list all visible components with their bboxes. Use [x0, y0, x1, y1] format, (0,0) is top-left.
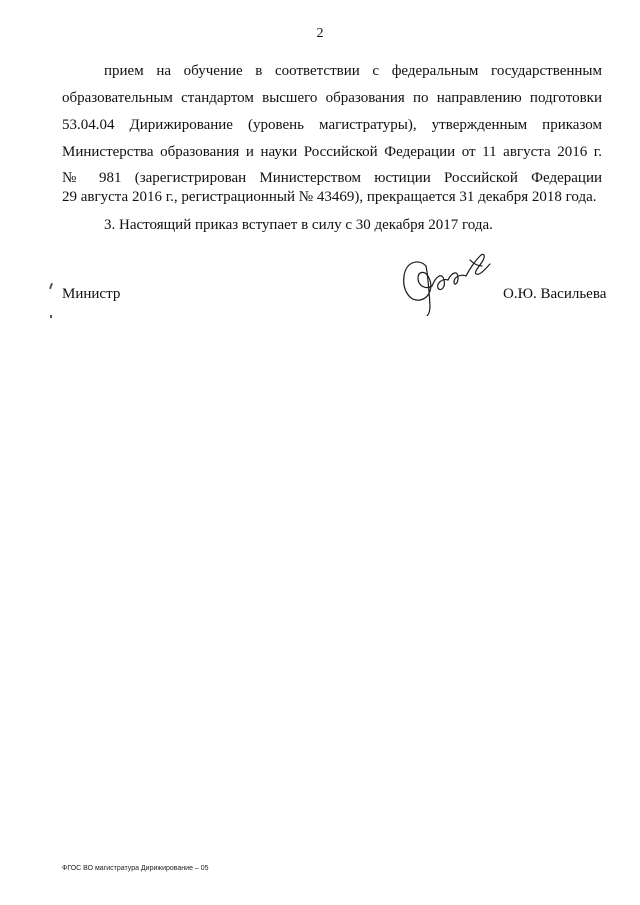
- margin-mark: [49, 283, 53, 289]
- paragraph-line: 53.04.04 Дирижирование (уровень магистратуры), утвержденным приказом: [62, 117, 602, 133]
- paragraph-line: Министерства образования и науки Российской Федерации от 11 августа 2016 г.: [62, 144, 602, 160]
- page-number: 2: [316, 26, 324, 41]
- signatory-name: О.Ю. Васильева: [503, 286, 607, 302]
- handwritten-signature: [396, 246, 496, 316]
- margin-mark: [50, 315, 52, 318]
- paragraph-line: образовательным стандартом высшего образования по направлению подготовки: [62, 90, 602, 106]
- paragraph-line: прием на обучение в соответствии с федеральным государственным: [104, 63, 602, 79]
- effective-date-paragraph: 3. Настоящий приказ вступает в силу с 30 декабря 2017 года.: [104, 217, 493, 233]
- document-footer: ФГОС ВО магистратура Дирижирование – 05: [62, 865, 209, 872]
- paragraph-line: 29 августа 2016 г., регистрационный № 43469), прекращается 31 декабря 2018 года.: [62, 189, 597, 205]
- paragraph-line: № 981 (зарегистрирован Министерством юстиции Российской Федерации: [62, 170, 602, 186]
- signatory-title: Министр: [62, 286, 121, 302]
